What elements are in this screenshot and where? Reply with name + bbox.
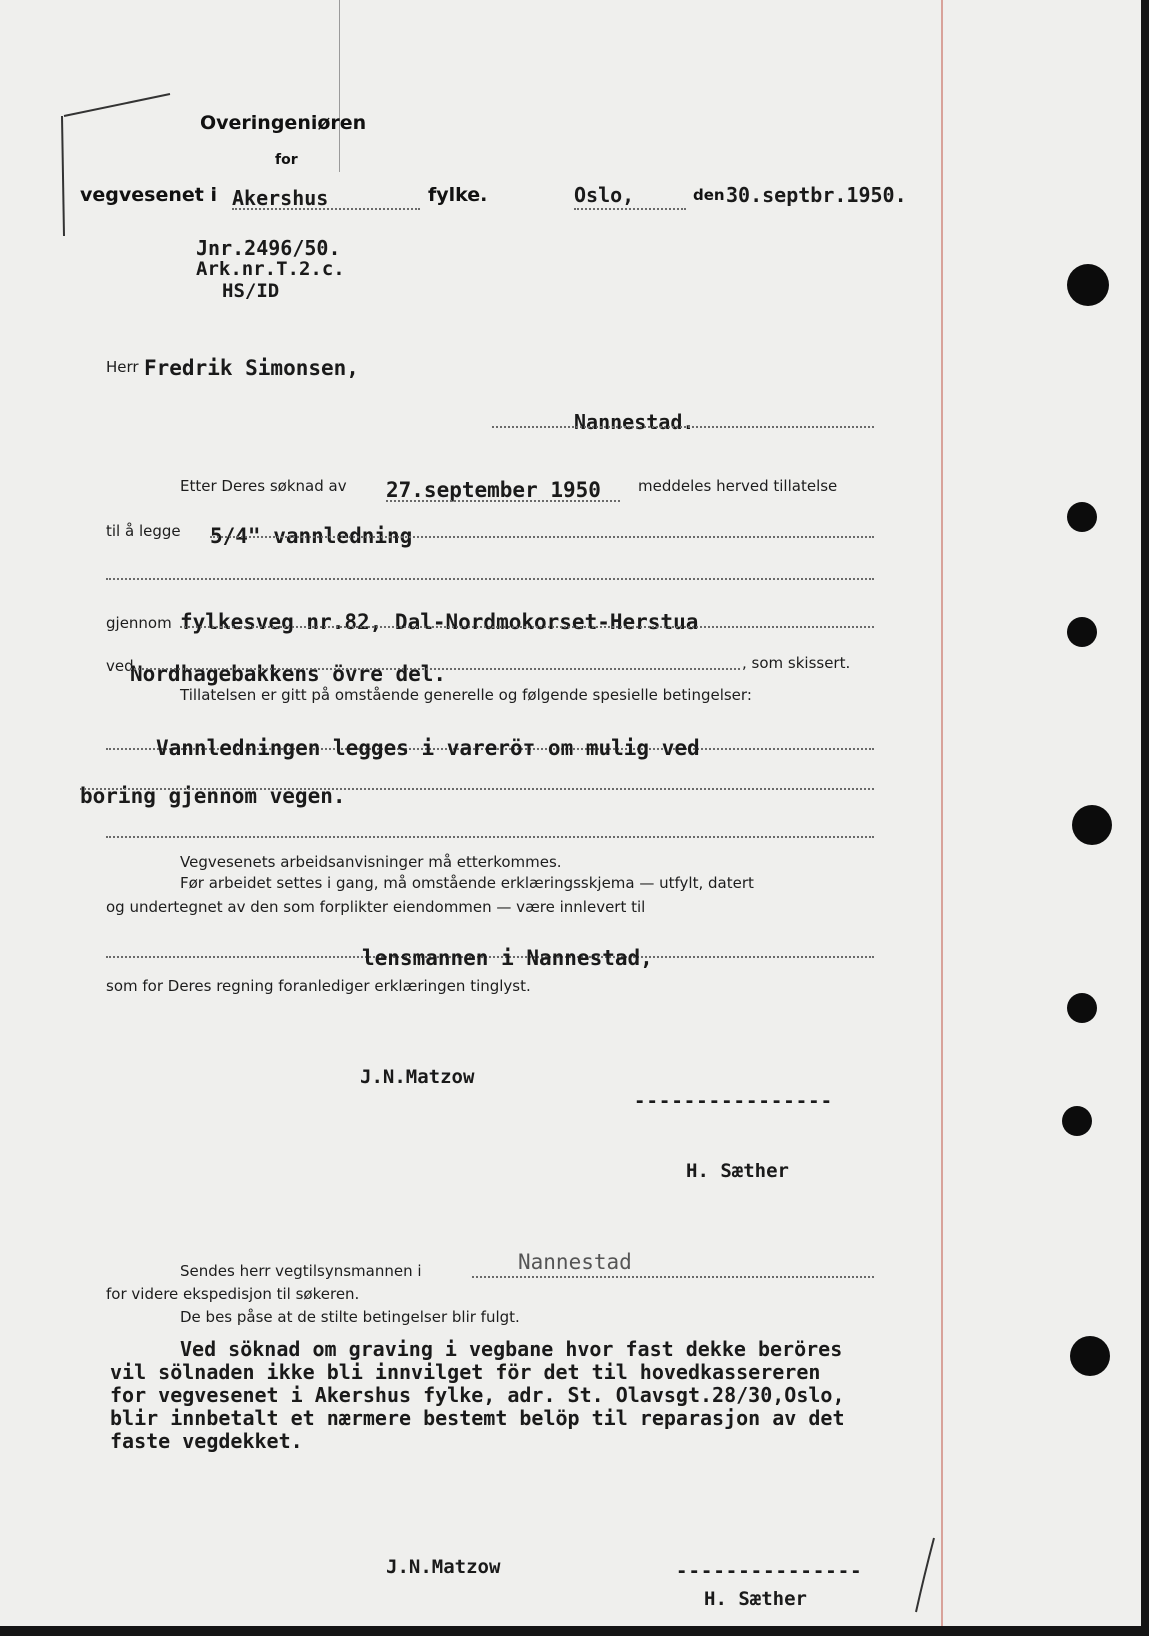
signature-left-bottom: J.N.Matzow: [386, 1556, 501, 1578]
initials: HS/ID: [222, 280, 280, 302]
blank-line: [106, 578, 874, 580]
pen-mark: [896, 1536, 936, 1616]
location-value: Nordhagebakkens övre del.: [130, 662, 447, 686]
application-prefix: Etter Deres søknad av: [180, 477, 347, 495]
signature-dashes-bottom: ---------------: [676, 1560, 863, 1582]
signature-dashes-top: ----------------: [634, 1090, 834, 1112]
notice-line-5: faste vegdekket.: [110, 1429, 303, 1453]
road-value: fylkesveg nr.82, Dal-Nordmokorset-Herstua: [180, 610, 699, 634]
til-a-legge-label: til å legge: [106, 522, 181, 540]
application-suffix: meddeles herved tillatelse: [638, 477, 838, 495]
place-value: Oslo,: [574, 183, 635, 207]
addressee-name: Fredrik Simonsen,: [144, 356, 359, 380]
vegvesenet-label: vegvesenet i: [80, 184, 217, 206]
punch-hole: [1072, 805, 1112, 845]
letter-date: 30.septbr.1950.: [726, 183, 907, 207]
den-label: den: [693, 186, 725, 204]
tinglyst-line: som for Deres regning foranlediger erklæringen tinglyst.: [106, 977, 531, 995]
location-dots: [130, 668, 740, 670]
addressee-place: Nannestad.: [574, 410, 695, 434]
pen-mark: [40, 86, 180, 246]
punch-hole: [1067, 264, 1109, 306]
punch-hole: [1062, 1106, 1092, 1136]
punch-hole: [1067, 617, 1097, 647]
conditions-intro: Tillatelsen er gitt på omstående generelle og følgende spesielle betingelser:: [180, 686, 752, 704]
deliver-to: lensmannen i Nannestad,: [362, 946, 653, 970]
sendes-place: Nannestad: [518, 1250, 632, 1274]
journal-number: Jnr.2496/50.: [196, 236, 341, 260]
archive-number: Ark.nr.T.2.c.: [196, 258, 345, 280]
signature-left-top: J.N.Matzow: [360, 1066, 475, 1088]
sendes-dots: [472, 1276, 874, 1278]
county-value: Akershus: [232, 186, 329, 210]
office-title: Overingeniøren: [200, 112, 367, 134]
notice-line-3: for vegvesenet i Akershus fylke, adr. St. Olavsgt.28/30,Oslo,: [110, 1383, 845, 1407]
work-description: 5/4" vannledning: [210, 524, 413, 548]
notice-line-2: vil sölnaden ikke bli innvilget för det til hovedkassereren: [110, 1360, 821, 1384]
application-date-dots: [386, 500, 620, 502]
signature-right-bottom: H. Sæther: [704, 1588, 807, 1610]
application-date: 27.september 1950: [386, 478, 601, 502]
forwarding-line-2: for videre ekspedisjon til søkeren.: [106, 1285, 360, 1303]
condition-line-2: boring gjennom vegen.: [80, 784, 346, 808]
herr-label: Herr: [106, 358, 139, 376]
punch-hole: [1070, 1336, 1110, 1376]
place-line: [492, 426, 874, 428]
ved-label: ved: [106, 657, 134, 675]
notice-line-1: Ved söknad om graving i vegbane hvor fast dekke beröres: [180, 1337, 843, 1361]
fold-line: [339, 0, 340, 172]
notice-line-4: blir innbetalt et nærmere bestemt belöp til reparasjon av det: [110, 1406, 845, 1430]
som-skissert: , som skissert.: [742, 654, 851, 672]
condition-dots-2: [80, 788, 874, 790]
condition-line-1: Vannledningen legges i vareröт om mulig ved: [156, 736, 700, 760]
road-dots: [180, 626, 874, 628]
punch-hole: [1067, 502, 1097, 532]
for-label: for: [275, 152, 298, 168]
instructions-1: Vegvesenets arbeidsanvisninger må etterkommes.: [180, 853, 562, 871]
place-dots: [574, 208, 686, 210]
margin-line: [941, 0, 943, 1626]
sendes-prefix: Sendes herr vegtilsynsmannen i: [180, 1262, 422, 1280]
punch-hole: [1067, 993, 1097, 1023]
fylke-label: fylke.: [428, 184, 488, 206]
condition-dots-3: [106, 836, 874, 838]
signature-right-top: H. Sæther: [686, 1160, 789, 1182]
gjennom-label: gjennom: [106, 614, 172, 632]
instructions-2: Før arbeidet settes i gang, må omstående erklæringsskjema — utfylt, datert: [180, 874, 754, 892]
county-dots: [232, 208, 420, 210]
forwarding-line-3: De bes påse at de stilte betingelser blir fulgt.: [180, 1308, 520, 1326]
work-dots: [210, 536, 874, 538]
instructions-3: og undertegnet av den som forplikter eiendommen — være innlevert til: [106, 898, 646, 916]
